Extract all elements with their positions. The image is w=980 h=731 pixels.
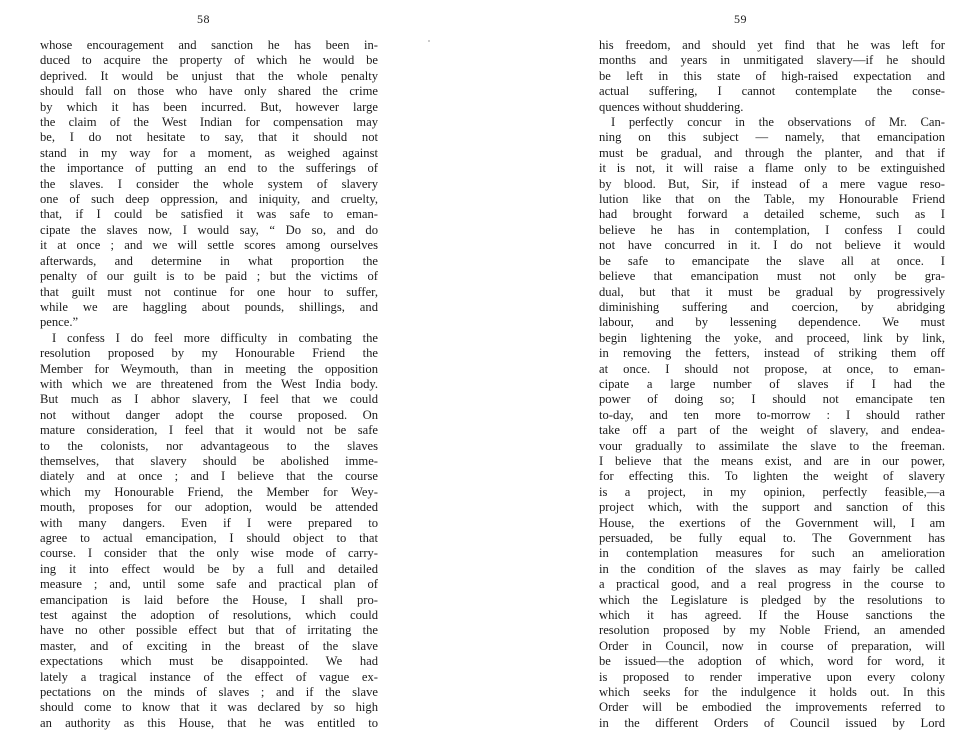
text-line: actual suffering, I cannot contemplate the conse-: [599, 84, 945, 99]
text-line: power of doing so; I should not emancipate ten: [599, 392, 945, 407]
page-number: 59: [734, 12, 747, 26]
text-line: begin lightening the yoke, and proceed, link by link,: [599, 330, 945, 345]
text-line: diminishing suffering and coercion, by abridging: [599, 299, 945, 314]
text-line: mouth, proposes for our adoption, would be attended: [40, 500, 378, 515]
text-line: course. I consider that the only wise mode of carry-: [40, 546, 378, 561]
text-line: stand in my way for a moment, as weighed against: [40, 145, 378, 160]
text-line: quences without shuddering.: [599, 99, 744, 114]
text-line: in contemplation measures for such an amelioration: [599, 546, 945, 561]
text-line: vour gradually to assimilate the slave to the freeman.: [599, 438, 945, 453]
text-line: measure ; and, until some safe and practical plan of: [40, 577, 378, 592]
text-line: pence.”: [40, 315, 79, 330]
text-line: the claim of the West Indian for compensation may: [40, 115, 378, 130]
text-line: by which it has been incurred. But, however large: [40, 99, 378, 114]
text-line: by blood. But, Sir, if instead of a mere vague reso-: [599, 176, 945, 191]
text-line: afterwards, and determine in what proportion the: [40, 253, 378, 268]
left-page: [0, 0, 490, 730]
text-line: believe he has in contemplation, I confess I could: [599, 222, 945, 237]
text-line: deprived. It would be unjust that the whole penalty: [40, 68, 378, 83]
text-line: Order in Council, now in course of preparation, will: [599, 638, 945, 653]
text-line: pectations on the minds of slaves ; and if the slave: [40, 685, 378, 700]
text-line: should fall on those who have only shared the crime: [40, 84, 378, 99]
text-line: should come to know that it was declared by so high: [40, 700, 378, 715]
text-line: is a project, in my opinion, perfectly feasible,—a: [599, 484, 945, 499]
text-line: must be gradual, and through the planter, and that if: [599, 145, 945, 160]
text-line: themselves, that slavery should be abolished imme-: [40, 453, 378, 468]
text-line: I perfectly concur in the observations of Mr. Can-: [611, 115, 945, 130]
text-line: whose encouragement and sanction he has been in-: [40, 38, 378, 52]
text-line: for effecting this. To lighten the weight of slavery: [599, 469, 945, 484]
text-line: resolution proposed by my Honourable Friend the: [40, 346, 378, 361]
text-line: project which, with the support and sanction of this: [599, 500, 945, 515]
text-line: that, if I could be satisfied it was safe to eman-: [40, 207, 378, 222]
text-line: mature consideration, I feel that it would not be safe: [40, 423, 378, 438]
text-line: the slaves. I consider the whole system of slavery: [40, 176, 378, 191]
text-line: months and years in unmitigated slavery—if he should: [599, 53, 945, 68]
text-line: which it has agreed. If the House sanctions the: [599, 608, 945, 623]
text-line: House, the exertions of the Government will, I am: [599, 515, 945, 530]
text-line: be, I do not hesitate to say, that it should not: [40, 130, 378, 145]
text-line: resolution proposed by my Noble Friend, an amended: [599, 623, 945, 638]
text-line: cipate a large number of slaves if I had the: [599, 376, 945, 391]
page-number: 58: [197, 12, 210, 26]
text-line: ning on this subject — namely, that emancipation: [599, 130, 945, 145]
text-line: believe that emancipation must not only be gra-: [599, 269, 945, 284]
text-line: it is not, it will raise a flame only to be extinguished: [599, 161, 945, 176]
text-line: is proposed to render imperative upon every colony: [599, 669, 945, 684]
text-line: diately and at once ; and I believe that the course: [40, 469, 378, 484]
text-line: have no other possible effect but that of irritating the: [40, 623, 378, 638]
text-line: But much as I abhor slavery, I feel that we could: [40, 392, 378, 407]
text-line: which my Honourable Friend, the Member for Wey-: [40, 484, 378, 499]
text-line: lately a tragical instance of the effect of vague ex-: [40, 669, 378, 684]
text-line: I believe that the means exist, and are in our power,: [599, 453, 945, 468]
text-line: be left in this state of high-raised expectation and: [599, 68, 945, 83]
gutter-speck: [428, 40, 430, 42]
text-line: Order will be embodied the improvements referred to: [599, 700, 945, 715]
text-line: with which we are threatened from the West India body.: [40, 376, 378, 391]
text-line: to the colonists, nor advantageous to the slaves: [40, 438, 378, 453]
text-line: duced to acquire the property of which he would be: [40, 53, 378, 68]
text-line: which seeks for the indulgence it holds out. In this: [599, 685, 945, 700]
text-line: in removing the fetters, instead of striking them off: [599, 346, 945, 361]
text-line: be safe to emancipate the slave all at once. I: [599, 253, 945, 268]
text-line: ing it into effect would be by a full and detailed: [40, 561, 378, 576]
text-line: take off a part of the weight of slavery, and endea-: [599, 423, 945, 438]
text-line: agree to actual emancipation, I should object to that: [40, 531, 378, 545]
text-line: one of such deep oppression, and iniquity, and cruelty,: [40, 192, 378, 207]
text-line: be issued—the adoption of which, word for word, it: [599, 654, 945, 669]
text-line: I confess I do feel more difficulty in combating the: [52, 330, 378, 345]
text-line: test against the adoption of resolutions, which could: [40, 608, 378, 623]
text-line: it at once ; and we will settle scores among ourselves: [40, 238, 378, 253]
text-line: emancipation is laid before the House, I shall pro-: [40, 592, 378, 607]
text-line: that guilt must not continue for one hour to suffer,: [40, 284, 378, 299]
text-line: expectations which must be disappointed. We had: [40, 654, 378, 669]
text-line: the importance of putting an end to the sufferings of: [40, 161, 378, 176]
text-column: [599, 38, 945, 731]
text-line: his freedom, and should yet find that he was left for: [599, 38, 945, 52]
text-line: not have concurred in it. I do not believe it would: [599, 238, 945, 253]
text-line: in the different Orders of Council issued by Lord: [599, 715, 945, 730]
text-line: had brought forward a detailed scheme, such as I: [599, 207, 945, 222]
text-line: with many dangers. Even if I were prepared to: [40, 515, 378, 530]
text-line: lution like that on the Table, my Honourable Friend: [599, 192, 945, 207]
text-line: to-day, and ten more to-morrow : I should rather: [599, 407, 945, 422]
right-page: [490, 0, 980, 730]
text-line: an authority as this House, that he was entitled to: [40, 715, 378, 730]
text-line: not without danger adopt the course proposed. On: [40, 407, 378, 422]
text-line: penalty of our guilt is to be paid ; but the victims of: [40, 269, 378, 284]
text-line: Member for Weymouth, than in meeting the opposition: [40, 361, 378, 376]
text-line: labour, and by lessening dependence. We must: [599, 315, 945, 330]
text-column: [40, 38, 378, 731]
text-line: persuaded, be fully equal to. The Government has: [599, 531, 945, 545]
text-line: dual, but that it must be gradual by progressively: [599, 284, 945, 299]
text-line: cipate the slaves now, I would say, “ Do so, and do: [40, 222, 378, 237]
text-line: at once. I should not propose, at once, to eman-: [599, 361, 945, 376]
text-line: which the Legislature is pledged by the resolutions to: [599, 592, 945, 607]
text-line: a practical good, and a real progress in the course to: [599, 577, 945, 592]
text-line: while we are haggling about pounds, shillings, and: [40, 299, 378, 314]
text-line: in the condition of the slaves as may fairly be called: [599, 561, 945, 576]
text-line: master, and of exciting in the breast of the slave: [40, 638, 378, 653]
